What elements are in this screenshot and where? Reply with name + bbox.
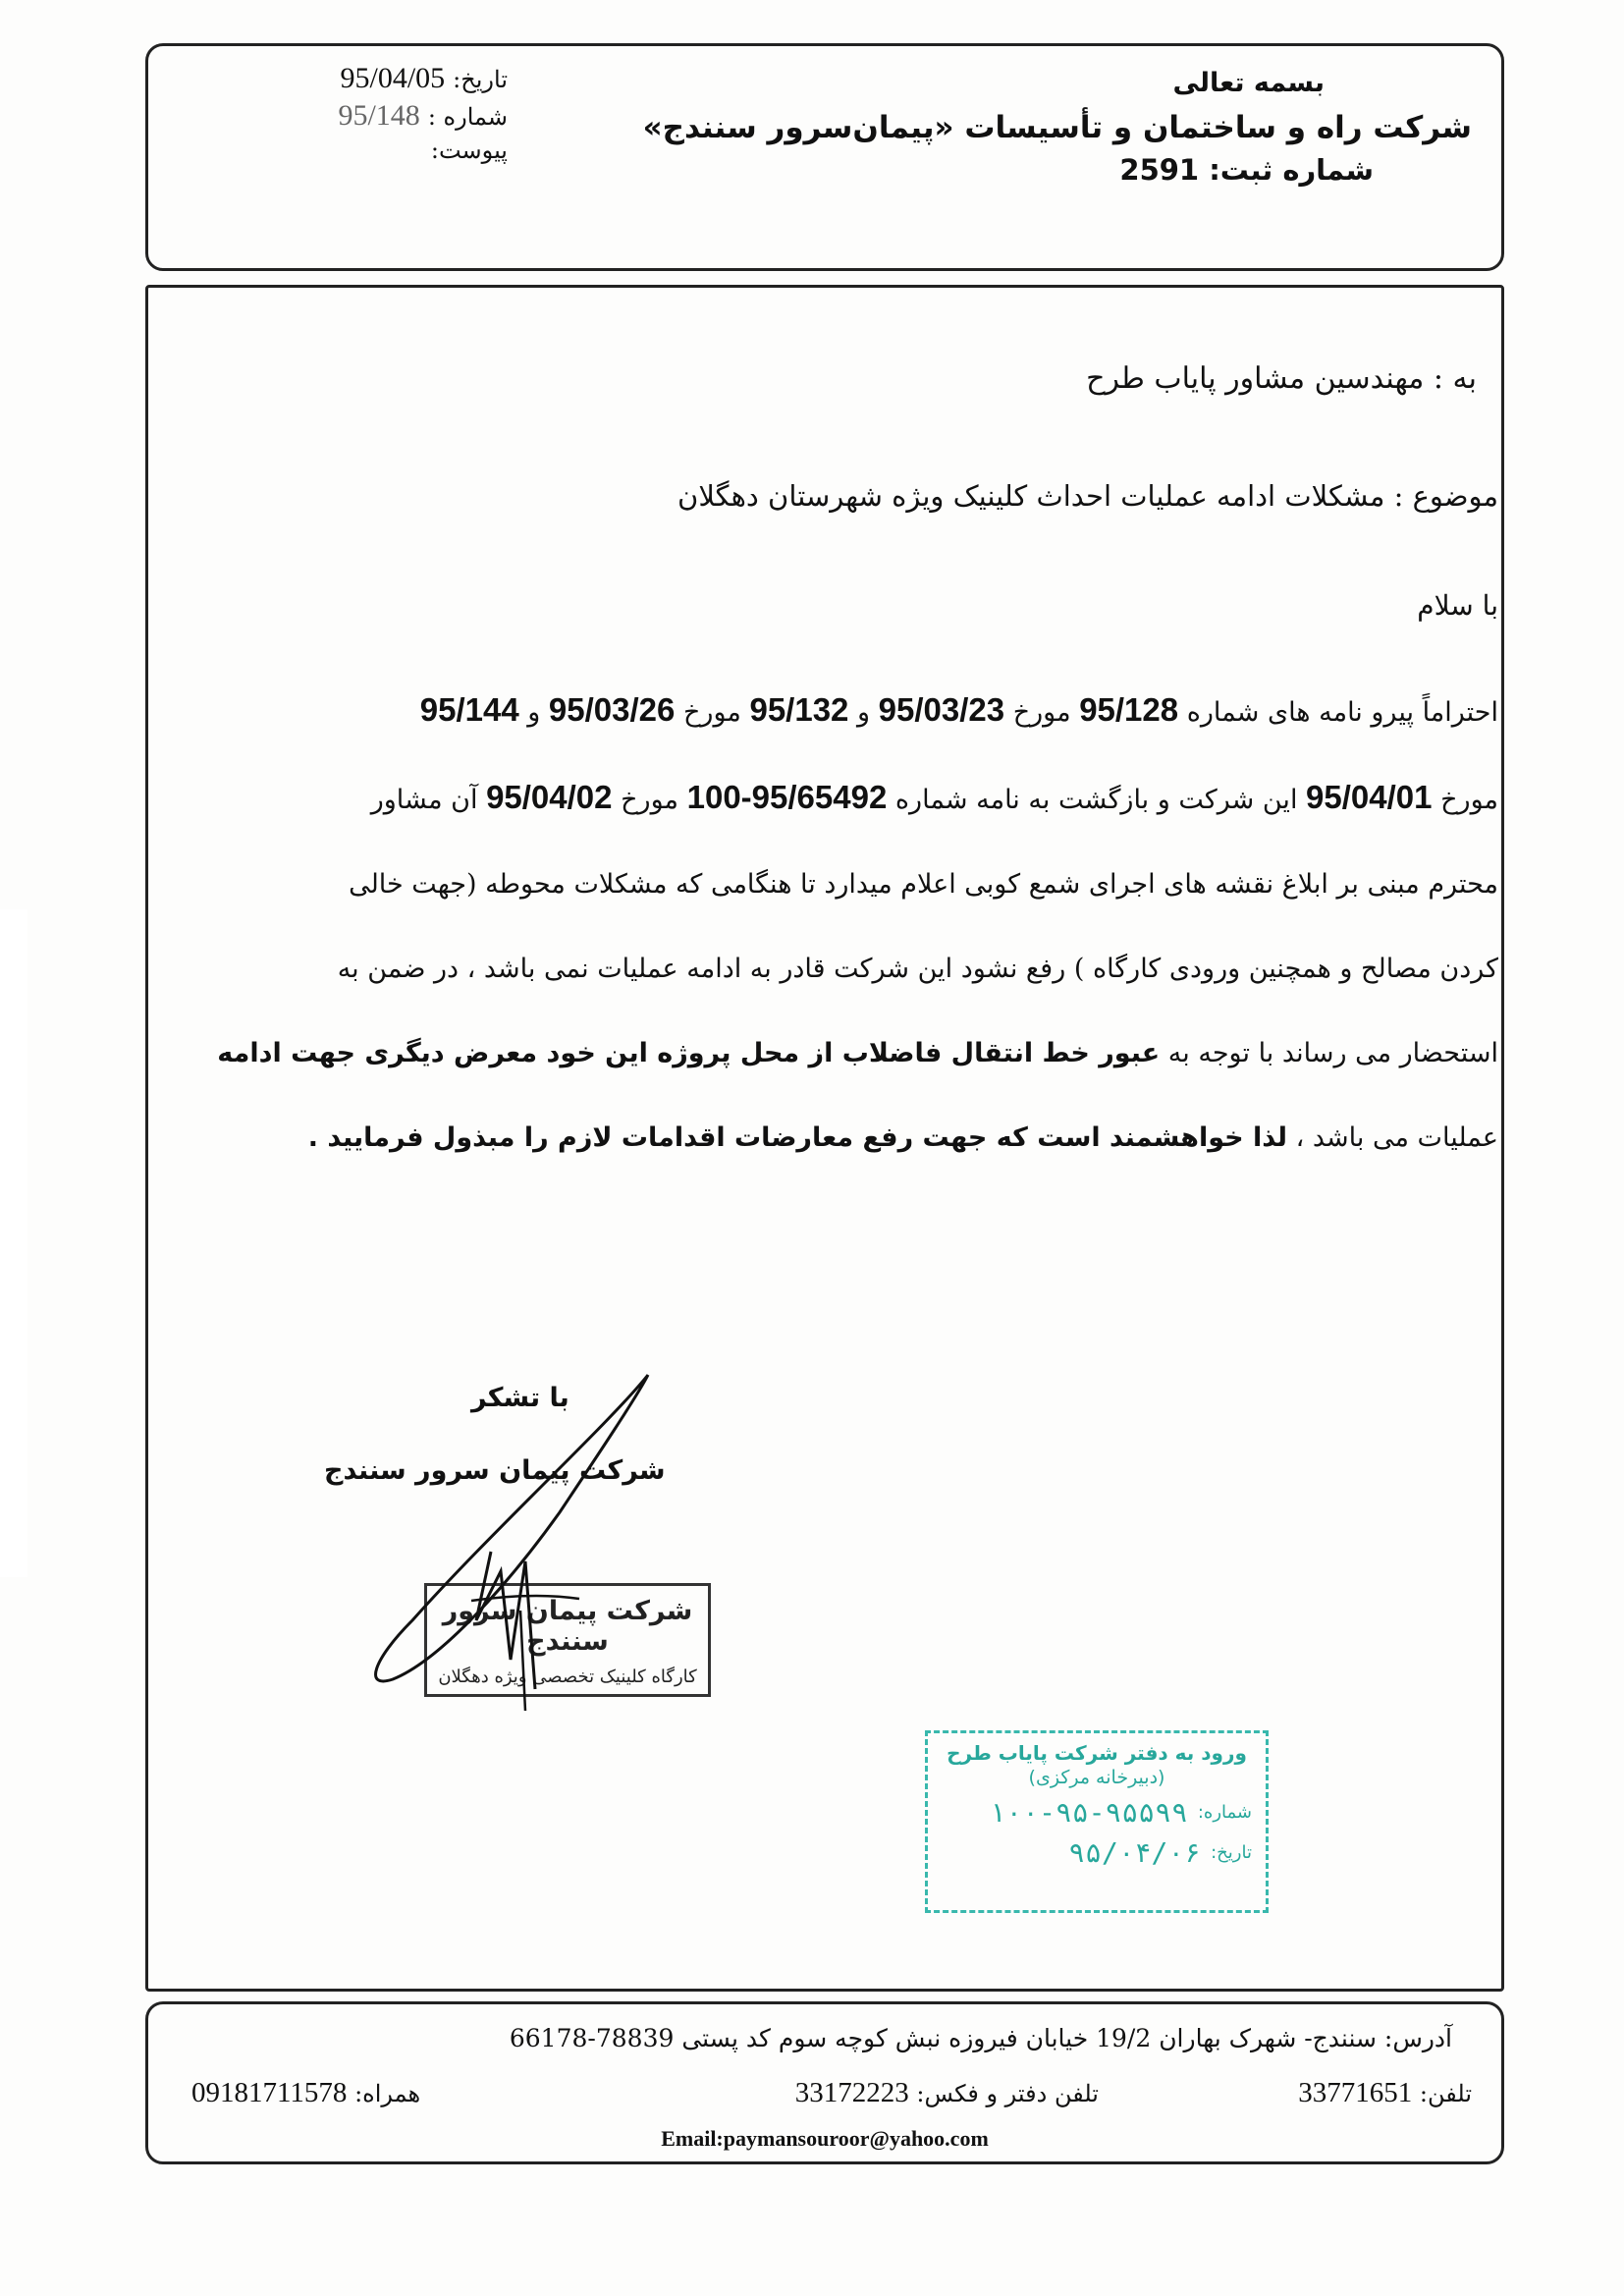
text-run: مورخ xyxy=(1012,697,1071,728)
handwritten-signature xyxy=(353,1365,677,1719)
letterhead xyxy=(145,43,1504,271)
date-row xyxy=(193,62,508,95)
text-run: این شرکت و بازگشت به نامه شماره xyxy=(894,785,1298,815)
company-name: شرکت راه و ساختمان و تأسیسات «پیمان‌سرور سنندج» xyxy=(642,110,1472,145)
stamp-site-name: کارگاه کلینیک تخصصی ویژه دهگلان xyxy=(438,1667,697,1687)
mobile-label: همراه: xyxy=(354,2080,421,2107)
closing-phrase: با تشکر xyxy=(471,1383,569,1413)
date-label: تاریخ: xyxy=(453,66,508,93)
receipt-date-row xyxy=(942,1836,1252,1869)
receipt-stamp-title: ورود به دفتر شرکت پایاب طرح xyxy=(947,1741,1247,1765)
text-run: عملیات می باشد ، xyxy=(1295,1122,1498,1153)
recipient-line: به : مهندسین مشاور پایاب طرح xyxy=(1086,361,1477,396)
office-label: تلفن دفتر و فکس: xyxy=(916,2080,1099,2107)
footer-office xyxy=(795,2077,1099,2109)
text-run: مورخ xyxy=(621,785,679,815)
phone-value: 33771651 xyxy=(1298,2077,1413,2108)
paragraph-line: کردن مصالح و همچنین ورودی کارگاه ) رفع نشود این شرکت قادر به ادامه عملیات نمی باشد ، در ضمن به xyxy=(337,954,1498,984)
receipt-date-label: تاریخ: xyxy=(1211,1842,1252,1863)
reference-number: 95/132 xyxy=(749,691,849,728)
receipt-stamp xyxy=(925,1730,1269,1913)
date-value: 95/04/05 xyxy=(340,62,446,94)
reference-number: 95/128 xyxy=(1079,691,1179,728)
receipt-stamp-subtitle: (دبیرخانه مرکزی) xyxy=(1028,1767,1165,1788)
paragraph-line xyxy=(26,1096,1498,1180)
reference-number: 100-95/65492 xyxy=(686,779,888,815)
attachment-label: پیوست: xyxy=(430,137,508,164)
footer-email: Email:paymansouroor@yahoo.com xyxy=(661,2126,989,2151)
reference-date: 95/04/02 xyxy=(486,779,613,815)
footer-contacts xyxy=(191,2077,1472,2116)
scan-margin-strip xyxy=(0,909,27,1577)
footer-address: آدرس: سنندج- شهرک بهاران 19/2 خیابان فیروزه نبش کوچه سوم کد پستی 78839-66178 xyxy=(509,2024,1452,2052)
reference-number: 95/144 xyxy=(419,691,519,728)
attachment-row xyxy=(193,137,508,164)
receipt-number-label: شماره: xyxy=(1197,1802,1252,1823)
office-value: 33172223 xyxy=(794,2077,909,2108)
reference-date: 95/03/23 xyxy=(878,691,1005,728)
number-label: شماره : xyxy=(427,103,508,131)
text-run: مورخ xyxy=(682,697,741,728)
letterhead-title-block xyxy=(643,68,1472,187)
receipt-number-value: ۱۰۰-۹۵-۹۵۵۹۹ xyxy=(989,1796,1188,1829)
mobile-value: 09181711578 xyxy=(191,2077,348,2108)
signer-name: شرکت پیمان سرور سنندج xyxy=(324,1455,666,1486)
text-run: و xyxy=(857,697,871,728)
bismillah-heading: بسمه تعالی xyxy=(1172,68,1325,98)
reference-date: 95/04/01 xyxy=(1306,779,1433,815)
paragraph-line: محترم مبنی بر ابلاغ نقشه های اجرای شمع کوبی اعلام میدارد تا هنگامی که مشکلات محوطه (جهت خالی xyxy=(349,869,1498,900)
number-row xyxy=(193,99,508,133)
receipt-number-row xyxy=(942,1796,1252,1829)
paragraph-line xyxy=(26,755,1498,843)
text-run: استحضار می رساند با توجه به xyxy=(1167,1038,1498,1068)
greeting: با سلام xyxy=(1417,589,1498,622)
letter-footer xyxy=(145,2001,1504,2164)
receipt-date-value: ۹۵/۰۴/۰۶ xyxy=(1068,1836,1202,1869)
paragraph-line xyxy=(26,668,1498,755)
phone-label: تلفن: xyxy=(1419,2080,1472,2107)
subject-line: موضوع : مشکلات ادامه عملیات احداث کلینیک ویژه شهرستان دهگلان xyxy=(677,479,1498,513)
footer-phone xyxy=(1298,2077,1472,2109)
reference-date: 95/03/26 xyxy=(548,691,676,728)
text-run-bold: لذا خواهشمند است که جهت رفع معارضات اقدامات لازم را مبذول فرمایید . xyxy=(307,1122,1287,1153)
stamp-company-name: شرکت پیمان سرور سنندج xyxy=(442,1596,693,1657)
text-run-bold: عبور خط انتقال فاضلاب از محل پروژه این خود معرض دیگری جهت ادامه xyxy=(217,1038,1161,1068)
text-run: و xyxy=(527,697,541,728)
text-run: مورخ xyxy=(1440,785,1498,815)
paragraph-line xyxy=(26,1011,1498,1096)
text-run: آن مشاور xyxy=(370,785,478,815)
number-value: 95/148 xyxy=(338,99,420,132)
text-run: احتراماً پیرو نامه های شماره xyxy=(1186,697,1498,728)
footer-mobile xyxy=(191,2077,420,2109)
letter-meta xyxy=(193,62,508,168)
registration-number: شماره ثبت: 2591 xyxy=(1119,153,1374,187)
letter-paragraph xyxy=(26,668,1498,1180)
